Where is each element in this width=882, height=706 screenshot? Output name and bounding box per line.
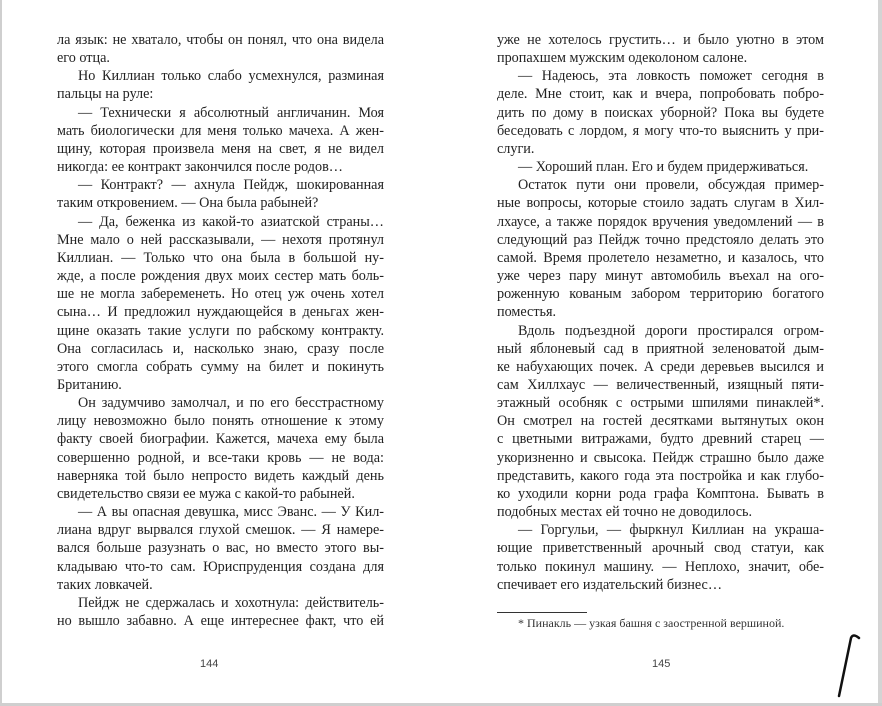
page-number-right: 145 <box>652 658 671 670</box>
text-line: никогда: ее контракт закончился после родов… <box>57 159 343 176</box>
text-line: — Горгульи, — фыркнул Киллиан на украша- <box>518 522 824 539</box>
text-line: беседовать с лордом, я могу что-то выяснить у при- <box>497 122 824 139</box>
text-line: этажный особняк с острыми шпилями пинаклей*. <box>497 395 824 412</box>
footnote-divider <box>497 612 587 613</box>
left-page-text <box>57 31 384 630</box>
page-edge-right <box>878 0 882 706</box>
text-line: пальцы на руле: <box>57 86 154 103</box>
text-line: подобных местах ей точно не доводилось. <box>497 504 753 521</box>
text-line: Она согласилась и, насколько знаю, сразу после <box>57 340 384 357</box>
text-line: щину, которая произвела меня на свет, я не видел <box>57 140 384 157</box>
text-line: мать биологически для меня только мачеха. А жен- <box>57 122 384 139</box>
text-line: — А вы опасная девушка, мисс Эванс. — У Кил- <box>78 504 384 521</box>
text-line: уже через пару минут автомобиль въехал на ого- <box>497 268 824 285</box>
text-line: Он задумчиво замолчал, и по его бесстрастному <box>78 395 384 412</box>
text-line: факту своей биографии. Кажется, мачеха ему была <box>57 431 384 448</box>
text-line: ющие приветственный арочный свод статуи, как <box>497 540 824 557</box>
text-line: поместья. <box>497 304 557 321</box>
text-line: таких ловкачей. <box>57 576 153 593</box>
text-line: но вышло забавно. А еще интереснее факт, что ей <box>57 613 384 629</box>
text-line: — Да, беженка из какой-то азиатской страны… <box>78 213 384 230</box>
text-line: — Хороший план. Его и будем придерживаться. <box>518 159 809 176</box>
page-edge-left <box>0 0 2 706</box>
text-line: сам Хиллхаус — величественный, изящный пяти- <box>497 376 824 393</box>
text-line: — Контракт? — ахнула Пейдж, шокированная <box>78 177 384 194</box>
text-line: кладываю что-то сам. Юриспруденция создана для <box>57 558 384 575</box>
text-line: спечивает его издательский бизнес… <box>497 576 723 593</box>
text-line: этого смогла собрать сумму на билет и покинуть <box>57 358 384 375</box>
text-line: укоризненно и свысока. Пейдж страшно было даже <box>497 449 824 466</box>
text-line: совершенно родной, и все-таки кровь — не вода: <box>57 449 384 466</box>
page-number-left: 144 <box>200 658 219 670</box>
text-line: Киллиан. — Только что она была в большой ну- <box>57 249 384 266</box>
text-line: щине оказать такие услуги по рабскому контракту. <box>57 322 384 339</box>
text-line: Остаток пути они провели, обсуждая пример- <box>518 177 824 194</box>
text-line: Пейдж не сдержалась и хохотнула: действитель- <box>78 594 384 611</box>
text-line: Но Киллиан только слабо усмехнулся, разминая <box>78 68 384 85</box>
text-line: представить, какого года эта постройка и как глубо- <box>497 467 824 484</box>
text-line: только покинул машину. — Неплохо, значит, обе- <box>497 558 824 575</box>
text-line: дить по дому в поисках уборной? Пока вы будете <box>497 104 824 121</box>
text-line: самой. Время пролетело незаметно, и казалось, что <box>497 249 824 266</box>
text-line: уже не хотелось грустить… и было уютно в этом <box>497 32 824 48</box>
pen-mark-icon <box>835 630 865 700</box>
text-line: роженную кованым забором территорию богатого <box>497 286 824 303</box>
text-line: лиана вдруг вырвался глухой смешок. — Я намере- <box>57 522 384 539</box>
text-line: слуги. <box>497 140 535 157</box>
text-line: Он смотрел на гостей десятками вытянутых окон <box>497 413 824 430</box>
text-line: следующий раз Пейдж точно предстояло делать это <box>497 231 824 248</box>
text-line: Мне мало о ней рассказывали, — нехотя протянул <box>57 231 384 248</box>
text-line: его отца. <box>57 50 110 67</box>
text-line: свидетельство связи ее мужа с какой-то рабыней. <box>57 485 355 502</box>
text-line: ке набухающих почек. А среди деревьев высился и <box>497 358 824 375</box>
text-line: — Технически я абсолютный англичанин. Моя <box>78 104 384 121</box>
text-line: сына… И предложил нуждающейся в деньгах жен- <box>57 304 384 321</box>
text-line: Вдоль подъездной дороги простирался огром- <box>518 322 824 339</box>
text-line: лицу невозможно было понять отношение к этому <box>57 413 384 430</box>
text-line: ные вопросы, которые стоило задать слугам в Хил- <box>497 195 824 212</box>
text-line: жде, а после рождения двух моих сестер мать боль- <box>57 268 384 285</box>
text-line: пропахшем мужским одеколоном салоне. <box>497 50 748 67</box>
text-line: деле. Мне стоит, как и вчера, попробовать побро- <box>497 86 824 103</box>
text-line: — Надеюсь, эта ловкость поможет сегодня в <box>518 68 824 85</box>
text-line: лхаусе, а также порядок вручения уведомлений — в <box>497 213 824 230</box>
text-line: ный яблоневый сад в приятной зеленоватой дым- <box>497 340 824 357</box>
text-line: наверняка той было непросто видеть каждый день <box>57 467 384 484</box>
text-line: ше не могла забеременеть. Но отец уж очень хотел <box>57 286 384 303</box>
text-line: ко уходили корни рода графа Комптона. Бывать в <box>497 485 824 502</box>
right-page-text <box>497 31 824 594</box>
footnote: * Пинакль — узкая башня с заостренной вершиной. <box>518 616 785 630</box>
text-line: вался больше разузнать о вас, но вместо этого вы- <box>57 540 384 557</box>
text-line: ла язык: не хватало, чтобы он понял, что она видела <box>57 32 384 48</box>
text-line: таким откровением. — Она была рабыней? <box>57 195 319 212</box>
text-line: с цветными витражами, будто древний старец — <box>497 431 824 448</box>
text-line: Британию. <box>57 376 122 393</box>
